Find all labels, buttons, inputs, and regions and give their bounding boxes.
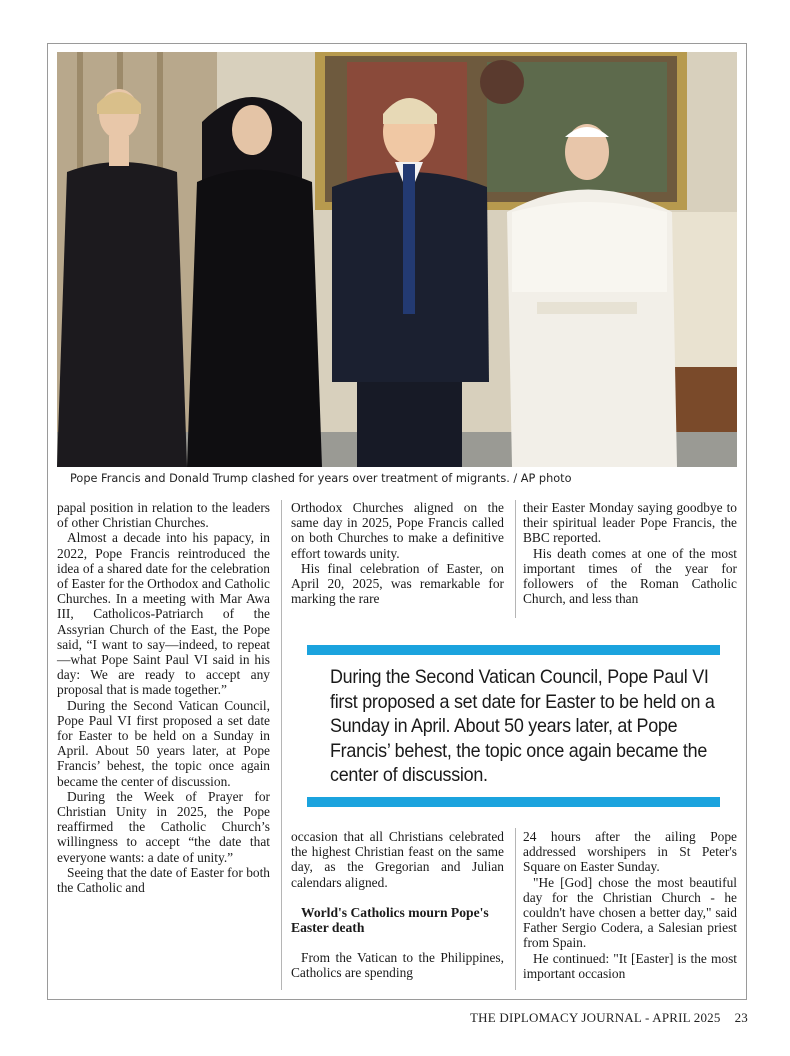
- paragraph: 24 hours after the ailing Pope addressed worshipers in St Peter's Square on Easter Sunday.: [523, 829, 737, 875]
- paragraph: "He [God] chose the most beautiful day for the Christian Church - he couldn't have chosen a better day," said Father Sergio Codera, a Salesian priest from Spain.: [523, 874, 737, 951]
- column-rule: [281, 500, 282, 990]
- paragraph: Almost a decade into his papacy, in 2022, Pope Francis reintroduced the idea of a shared date for the celebration of Easter for the Orthodox and Catholic Churches. In a meeting with Mar Awa III, Catholicos-Patriarch of the Assyrian Church of the East, the Pope said, “I want to say—indeed, to repeat—what Pope Saint Paul VI said in his day: We are ready to accept any proposal that is made together.”: [57, 530, 270, 698]
- section-heading: World's Catholics mourn Pope's Easter death: [291, 904, 489, 936]
- column-middle-top: [291, 500, 504, 606]
- column-right-top: [523, 500, 737, 606]
- paragraph: During the Second Vatican Council, Pope Paul VI first proposed a set date for Easter to be held on a Sunday in April. About 50 years later, at Pope Francis’ behest, the topic once again became the center of discussion.: [57, 697, 270, 789]
- column-right-bottom: [523, 829, 737, 981]
- publication-name: THE DIPLOMACY JOURNAL - APRIL 2025: [470, 1010, 721, 1025]
- page-number: 23: [734, 1010, 748, 1025]
- paragraph: papal position in relation to the leaders of other Christian Churches.: [57, 500, 270, 531]
- pullquote-rule-bottom: [307, 797, 720, 807]
- paragraph: their Easter Monday saying goodbye to their spiritual leader Pope Francis, the BBC reported.: [523, 500, 737, 546]
- photo-illustration: [57, 52, 737, 467]
- column-left: [57, 500, 270, 895]
- paragraph: His death comes at one of the most important times of the year for followers of the Roman Catholic Church, and less than: [523, 545, 737, 607]
- paragraph: His final celebration of Easter, on April 20, 2025, was remarkable for marking the rare: [291, 560, 504, 607]
- page-footer: [470, 1010, 748, 1026]
- column-middle-bottom: [291, 829, 504, 981]
- pullquote-rule-top: [307, 645, 720, 655]
- column-rule: [515, 500, 516, 618]
- paragraph: From the Vatican to the Philippines, Catholics are spending: [291, 950, 504, 981]
- paragraph: Orthodox Churches aligned on the same day in 2025, Pope Francis called on both Churches to make a definitive effort towards unity.: [291, 500, 504, 561]
- photo-caption: Pope Francis and Donald Trump clashed for years over treatment of migrants. / AP photo: [70, 472, 572, 485]
- column-rule: [515, 828, 516, 990]
- paragraph: Seeing that the date of Easter for both the Catholic and: [57, 864, 270, 896]
- paragraph: He continued: "It [Easter] is the most important occasion: [523, 950, 737, 981]
- paragraph: occasion that all Christians celebrated the highest Christian feast on the same day, as the Gregorian and Julian calendars aligned.: [291, 829, 504, 890]
- news-photo: [57, 52, 737, 467]
- pullquote: During the Second Vatican Council, Pope Paul VI first proposed a set date for Easter to be held on a Sunday in April. About 50 years later, at Pope Francis’ behest, the topic once again became the center of discussion.: [330, 666, 715, 786]
- paragraph: During the Week of Prayer for Christian Unity in 2025, the Pope reaffirmed the Catholic Church’s willingness to accept “the date that everyone wants: a date of unity.”: [57, 788, 270, 865]
